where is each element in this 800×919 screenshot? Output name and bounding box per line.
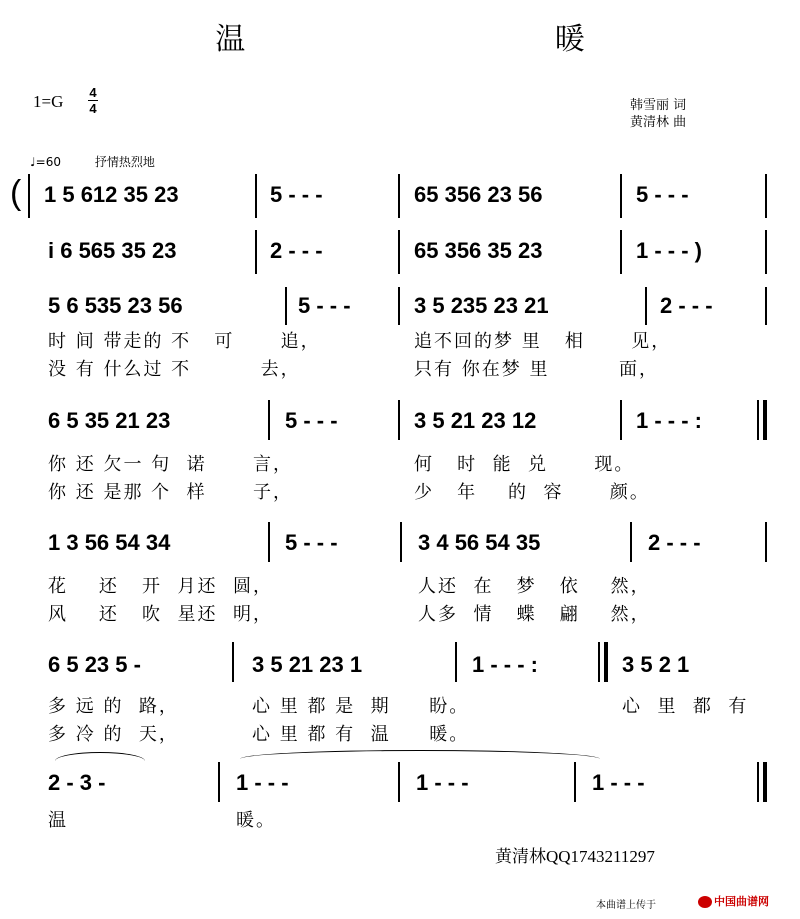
measure-2: 5 - - - xyxy=(298,293,351,318)
lyricist-credit: 韩雪丽 词 xyxy=(630,98,687,113)
barline xyxy=(620,400,622,440)
repeat-barline-thick xyxy=(763,400,767,440)
lyric-verse2-a: 风 还 吹 星还 明， xyxy=(48,604,273,625)
measure-3: 1 - - - xyxy=(416,770,469,795)
measure-4: 5 - - - xyxy=(636,182,689,207)
credits xyxy=(630,97,686,131)
measure-3: 3 5 21 23 12 xyxy=(414,408,537,433)
logo-icon xyxy=(698,896,712,908)
measure-1: 6 5 23 5 - xyxy=(48,652,141,677)
barline xyxy=(28,174,30,218)
measure-1: 5 6 535 23 56 xyxy=(48,293,183,318)
lyric-verse1-a: 时 间 带走的 不 可 追， xyxy=(48,331,321,352)
measure-2: 3 5 21 23 1 xyxy=(252,652,363,677)
final-barline xyxy=(757,762,759,802)
measure-4: 1 - - - : xyxy=(636,408,702,433)
barline xyxy=(268,400,270,440)
arranger-signature: 黄清林QQ1743211297 xyxy=(495,847,655,866)
barline xyxy=(232,642,234,682)
repeat-barline xyxy=(598,642,600,682)
barline xyxy=(255,230,257,274)
score-row-4 xyxy=(0,398,800,503)
lyric-verse2-a: 你 还 是那 个 样 子， xyxy=(48,482,293,503)
measure-2: 2 - - - xyxy=(270,238,323,263)
slur xyxy=(240,750,600,759)
lyric-verse1-c: 心 里 都 有 xyxy=(622,696,749,717)
lyric-verse1-b: 追不回的梦 里 相 见， xyxy=(414,331,672,352)
barline xyxy=(398,230,400,274)
time-signature xyxy=(88,86,98,115)
measure-4: 1 - - - xyxy=(592,770,645,795)
key-signature: 1=G xyxy=(33,92,64,111)
song-title: 温 暖 xyxy=(215,22,735,57)
barline xyxy=(645,287,647,325)
score-row-3 xyxy=(0,285,800,380)
measure-1: 1 5 612 35 23 xyxy=(44,182,179,207)
site-logo[interactable] xyxy=(698,893,769,909)
measure-1: 6 5 35 21 23 xyxy=(48,408,171,433)
tempo-marking xyxy=(30,153,155,170)
composer-credit: 黄清林 曲 xyxy=(630,115,687,130)
lyric-verse2-a: 多 冷 的 天， xyxy=(48,724,179,745)
expression-mark: 抒情热烈地 xyxy=(94,155,155,169)
lyric-a: 温 xyxy=(48,810,68,831)
barline xyxy=(285,287,287,325)
barline xyxy=(765,287,767,325)
lyric-verse2-b: 人多 情 蝶 翩 然， xyxy=(418,604,651,625)
lyric-verse1-b: 何 时 能 兑 现。 xyxy=(414,454,635,475)
lyric-b: 暖。 xyxy=(236,810,276,831)
barline xyxy=(620,230,622,274)
score-row-6 xyxy=(0,640,800,745)
tempo-mark: ♩=60 xyxy=(30,155,61,169)
measure-4: 3 5 2 1 xyxy=(622,652,690,677)
lyric-verse1-a: 你 还 欠一 句 诺 言， xyxy=(48,454,293,475)
measure-1: 1 3 56 54 34 xyxy=(48,530,171,555)
measure-3: 1 - - - : xyxy=(472,652,538,677)
measure-1: 2 - 3 - xyxy=(48,770,106,795)
measure-2: 5 - - - xyxy=(285,530,338,555)
measure-2: 5 - - - xyxy=(270,182,323,207)
measure-4: 2 - - - xyxy=(660,293,713,318)
lyric-verse2-b: 少 年 的 容 颜。 xyxy=(414,482,650,503)
barline xyxy=(765,522,767,562)
barline xyxy=(255,174,257,218)
time-signature-top: 4 xyxy=(89,85,97,100)
lyric-verse1-a: 多 远 的 路， xyxy=(48,696,179,717)
lyric-verse1-a: 花 还 开 月还 圆， xyxy=(48,576,273,597)
final-barline-thick xyxy=(763,762,767,802)
score-row-2 xyxy=(0,228,800,276)
barline xyxy=(398,174,400,218)
barline xyxy=(268,522,270,562)
barline xyxy=(400,522,402,562)
score-row-7 xyxy=(0,760,800,830)
score-row-1 xyxy=(0,172,800,220)
lyric-verse1-b: 人还 在 梦 依 然， xyxy=(418,576,651,597)
barline xyxy=(630,522,632,562)
measure-1: i 6 565 35 23 xyxy=(48,238,177,263)
time-signature-bottom: 4 xyxy=(89,101,97,116)
barline xyxy=(765,174,767,218)
lyric-verse1-b: 心 里 都 是 期 盼。 xyxy=(252,696,470,717)
measure-3: 3 4 56 54 35 xyxy=(418,530,541,555)
logo-text: 中国曲谱网 xyxy=(714,895,769,908)
measure-2: 1 - - - xyxy=(236,770,289,795)
measure-4: 1 - - - ) xyxy=(636,238,702,263)
repeat-open-paren: ( xyxy=(10,174,22,212)
score-row-5 xyxy=(0,520,800,625)
measure-3: 65 356 23 56 xyxy=(414,182,543,207)
barline xyxy=(765,230,767,274)
barline xyxy=(620,174,622,218)
repeat-barline-thick xyxy=(604,642,608,682)
lyric-verse2-a: 没 有 什么过 不 去， xyxy=(48,359,301,380)
barline xyxy=(398,400,400,440)
barline xyxy=(574,762,576,802)
measure-3: 3 5 235 23 21 xyxy=(414,293,549,318)
barline xyxy=(398,762,400,802)
lyric-verse2-b: 只有 你在梦 里 面， xyxy=(414,359,659,380)
upload-footer: 本曲谱上传于 xyxy=(596,900,656,911)
barline xyxy=(218,762,220,802)
measure-3: 65 356 35 23 xyxy=(414,238,543,263)
measure-2: 5 - - - xyxy=(285,408,338,433)
barline xyxy=(455,642,457,682)
slur xyxy=(55,752,145,761)
lyric-verse2-b: 心 里 都 有 温 暖。 xyxy=(252,724,470,745)
measure-4: 2 - - - xyxy=(648,530,701,555)
barline xyxy=(398,287,400,325)
repeat-barline xyxy=(757,400,759,440)
